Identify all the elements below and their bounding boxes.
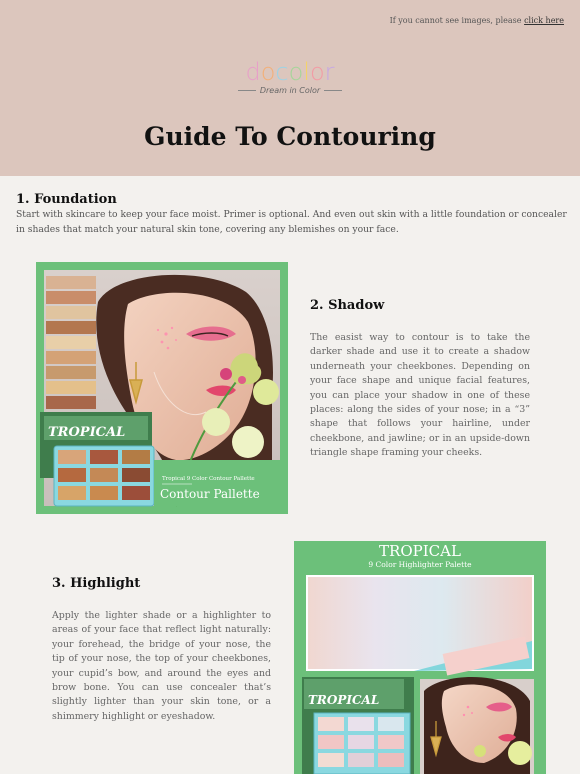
logo-letter: l [303, 58, 310, 86]
page-title: Guide To Contouring [144, 122, 436, 151]
highlighter-swatch [318, 753, 344, 767]
highlighter-swatch [348, 717, 374, 731]
section-foundation [16, 192, 572, 237]
docolor-logo[interactable] [0, 58, 580, 95]
foundation-heading: 1. Foundation [16, 192, 117, 207]
shadow-heading: 2. Shadow [310, 298, 385, 313]
contour-swatch-strip [46, 276, 96, 409]
highlighter-swatch [318, 717, 344, 731]
strip-swatch [46, 306, 96, 319]
view-online-notice [390, 16, 564, 25]
palette-name: Contour Pallette [160, 487, 260, 501]
highlighter-brand-title: TROPICAL [379, 542, 461, 560]
contour-swatch [122, 468, 150, 482]
highlighter-swatch [318, 735, 344, 749]
strip-swatch [46, 366, 96, 379]
shadow-body: The easist way to contour is to take the darker shade and use it to create a shadow underneath your cheekbones. Depending on your face shape and unique facial features, you can place your shadow in one of these places: along the sides of your nose; in a “3” shape that follows your hairline, under cheekbone, and jawline; or in an upside-down triangle shape framing your cheeks. [310, 332, 530, 459]
logo-letter: o [288, 58, 304, 86]
logo-letter: o [260, 58, 276, 86]
contour-swatch [122, 486, 150, 500]
highlighter-swatch [378, 717, 404, 731]
palette-subtitle: Tropical 9 Color Contour Pallette [162, 476, 255, 482]
notice-text: If you cannot see images, please [389, 16, 522, 25]
logo-letter: d [245, 58, 261, 86]
contour-swatch [58, 486, 86, 500]
foundation-body: Start with skincare to keep your face moist. Primer is optional. And even out skin with a little foundation or concealer in shades that match your natural skin tone, covering any blemishes on your face. [16, 209, 567, 235]
section-highlight [52, 576, 271, 724]
logo-letter: o [309, 58, 325, 86]
highlighter-swatch [378, 753, 404, 767]
highlighter-swatch-grid [318, 717, 404, 767]
highlighter-swatch [378, 735, 404, 749]
contour-swatch [58, 468, 86, 482]
contour-swatch [122, 450, 150, 464]
strip-swatch [46, 276, 96, 289]
highlighter-palette-image[interactable] [294, 541, 546, 774]
header-banner [0, 0, 580, 176]
strip-swatch [46, 291, 96, 304]
strip-swatch [46, 321, 96, 334]
section-shadow [310, 298, 530, 461]
strip-swatch [46, 396, 96, 409]
contour-swatch [90, 468, 118, 482]
click-here-link[interactable]: click here [524, 16, 564, 25]
contour-swatch-grid [58, 450, 150, 500]
contour-swatch [58, 450, 86, 464]
contour-swatch [90, 486, 118, 500]
highlighter-palette-illustration [294, 541, 546, 774]
contour-swatch [90, 450, 118, 464]
tagline-rule-right [324, 90, 342, 91]
contour-palette-image[interactable] [36, 262, 288, 514]
palette-brand-text: TROPICAL [48, 425, 126, 440]
contour-palette-illustration [36, 262, 288, 514]
logo-letter: c [275, 58, 289, 86]
highlight-heading: 3. Highlight [52, 576, 141, 591]
highlighter-swatch [348, 735, 374, 749]
strip-swatch [46, 381, 96, 394]
tagline-rule-left [238, 90, 256, 91]
strip-swatch [46, 336, 96, 349]
tagline-text: Dream in Color [259, 86, 321, 95]
logo-letter: r [324, 58, 335, 86]
strip-swatch [46, 351, 96, 364]
highlighter-swatch [348, 753, 374, 767]
highlight-body: Apply the lighter shade or a highlighter to areas of your face that reflect light naturally: your forehead, the bridge of your nose, the tip of your nose, the top of your cheekbones, your cupid’s bow, and around the eyes and brow bone. You can use concealer that’s slightly lighter than your skin tone, or a shimmery highlight or eyeshadow. [52, 610, 271, 722]
highlighter-subtitle: 9 Color Highlighter Palette [368, 560, 472, 569]
highlighter-palette-brand: TROPICAL [308, 693, 380, 707]
logo-tagline [0, 86, 580, 95]
logo-wordmark [0, 58, 580, 86]
